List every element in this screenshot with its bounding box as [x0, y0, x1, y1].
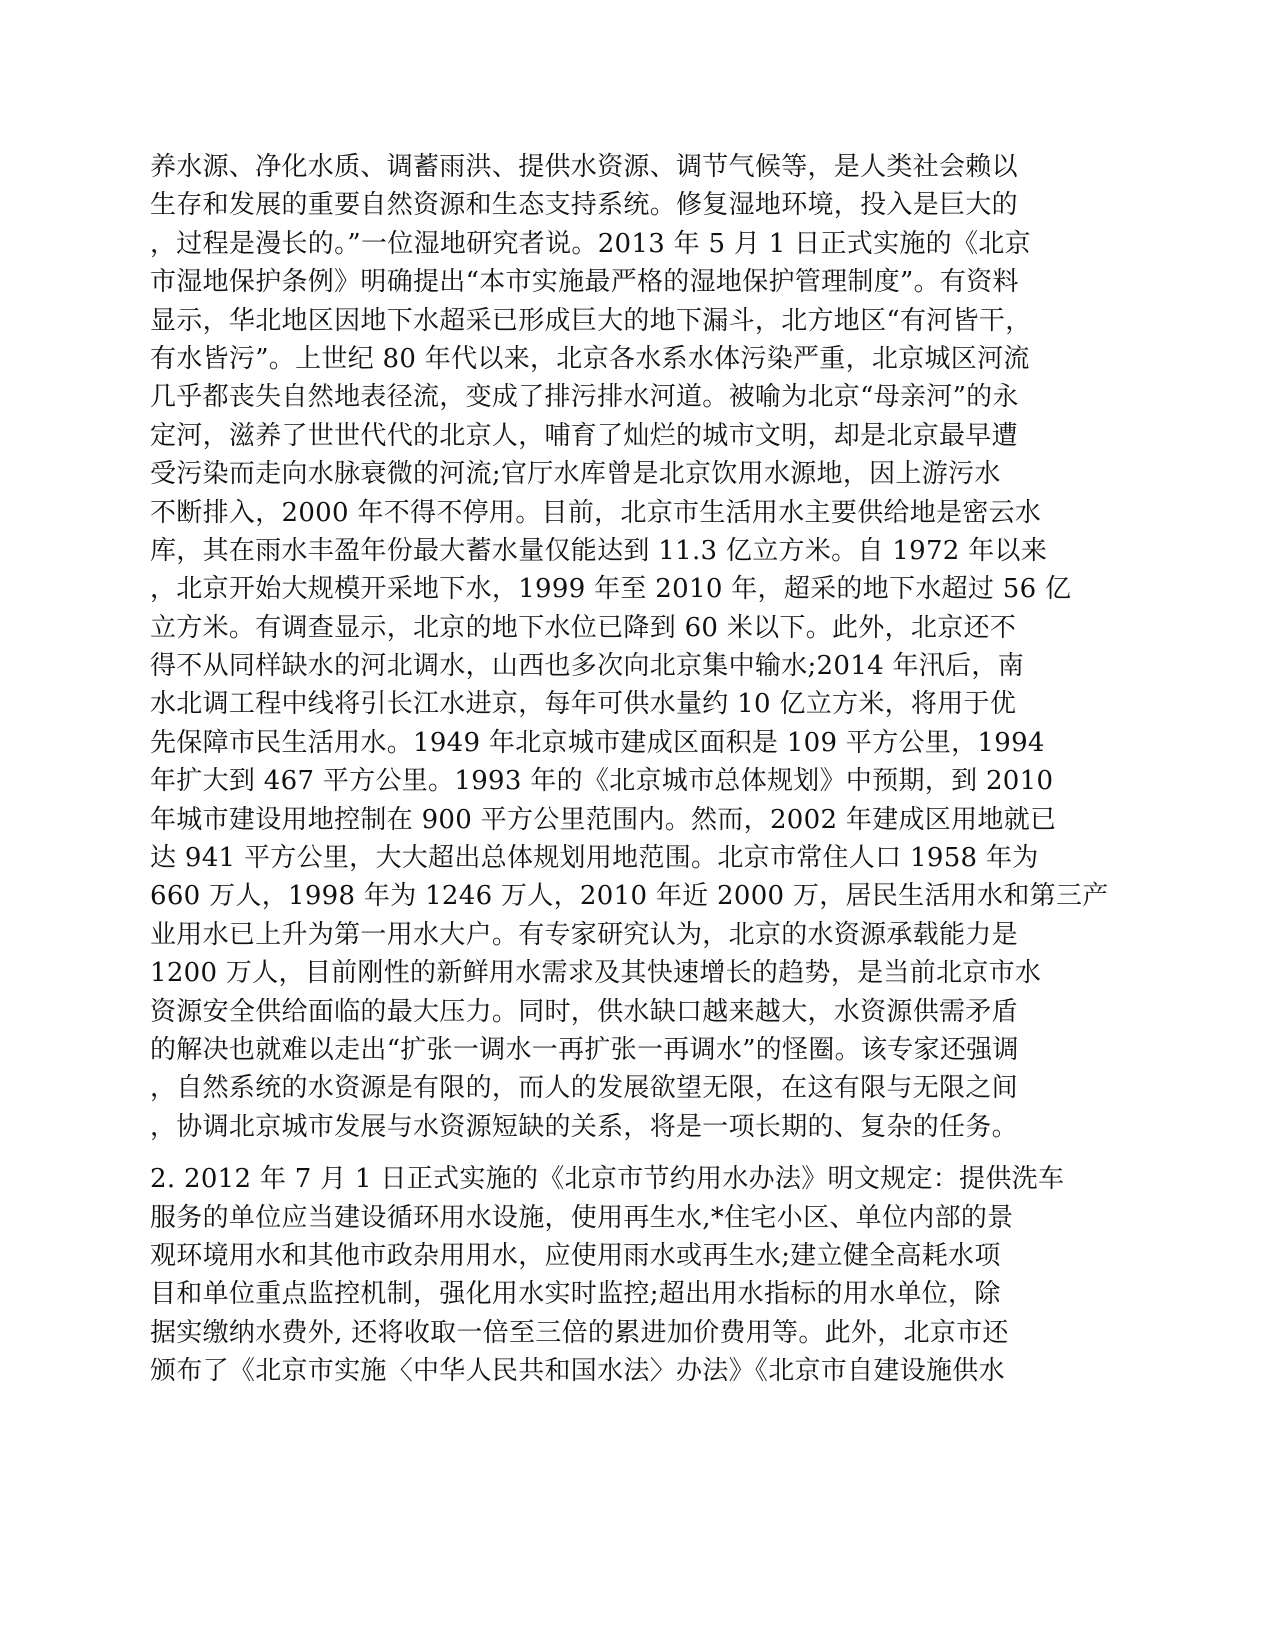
text-line: 水北调工程中线将引长江水进京，每年可供水量约 10 亿立方米，将用于优	[150, 689, 1017, 720]
text-line: 资源安全供给面临的最大压力。同时，供水缺口越来越大，水资源供需矛盾	[150, 996, 1018, 1027]
text-line: 立方米。有调查显示，北京的地下水位已降到 60 米以下。此外，北京还不	[150, 612, 1017, 643]
paragraph-1	[150, 148, 1125, 1146]
text-line: ，过程是漫长的。”一位湿地研究者说。2013 年 5 月 1 日正式实施的《北京	[150, 228, 1031, 259]
text-line: 显示，华北地区因地下水超采已形成巨大的地下漏斗，北方地区“有河皆干，	[150, 305, 1032, 336]
text-line: 得不从同样缺水的河北调水，山西也多次向北京集中输水;2014 年汛后，南	[150, 651, 1024, 682]
text-line: ，协调北京城市发展与水资源短缺的关系，将是一项长期的、复杂的任务。	[150, 1111, 1018, 1142]
paragraph-2	[150, 1160, 1125, 1390]
text-line: 养水源、净化水质、调蓄雨洪、提供水资源、调节气候等，是人类社会赖以	[150, 152, 1018, 182]
document-page	[150, 148, 1125, 1391]
text-line: 的解决也就难以走出“扩张一调水一再扩张一再调水”的怪圈。该专家还强调	[150, 1034, 1019, 1065]
text-line: 生存和发展的重要自然资源和生态支持系统。修复湿地环境，投入是巨大的	[150, 190, 1018, 221]
text-line: 660 万人，1998 年为 1246 万人，2010 年近 2000 万，居民生活用水和第三产	[150, 881, 1109, 912]
text-line: 市湿地保护条例》明确提出“本市实施最严格的湿地保护管理制度”。有资料	[150, 267, 1019, 298]
text-line: 观环境用水和其他市政杂用用水，应使用雨水或再生水;建立健全高耗水项	[150, 1240, 1001, 1271]
text-line: 有水皆污”。上世纪 80 年代以来，北京各水系水体污染严重，北京城区河流	[150, 343, 1030, 374]
text-line: 服务的单位应当建设循环用水设施，使用再生水,*住宅小区、单位内部的景	[150, 1202, 1014, 1233]
text-line: 年扩大到 467 平方公里。1993 年的《北京城市总体规划》中预期，到 2010	[150, 766, 1054, 797]
text-line: 颁布了《北京市实施〈中华人民共和国水法〉办法》《北京市自建设施供水	[150, 1356, 1005, 1387]
text-line: ，北京开始大规模开采地下水，1999 年至 2010 年，超采的地下水超过 56 亿	[150, 574, 1072, 605]
text-line: 2. 2012 年 7 月 1 日正式实施的《北京市节约用水办法》明文规定：提供洗车	[150, 1164, 1065, 1195]
text-line: 定河，滋养了世世代代的北京人，哺育了灿烂的城市文明，却是北京最早遭	[150, 420, 1018, 451]
text-line: 库，其在雨水丰盈年份最大蓄水量仅能达到 11.3 亿立方米。自 1972 年以来	[150, 535, 1048, 566]
text-line: 几乎都丧失自然地表径流，变成了排污排水河道。被喻为北京“母亲河”的永	[150, 382, 1019, 413]
text-line: 1200 万人，目前刚性的新鲜用水需求及其快速增长的趋势，是当前北京市水	[150, 958, 1042, 989]
text-line: 年城市建设用地控制在 900 平方公里范围内。然而，2002 年建成区用地就已	[150, 804, 1057, 835]
text-line: 目和单位重点监控机制，强化用水实时监控;超出用水指标的用水单位，除	[150, 1279, 1001, 1310]
text-line: 受污染而走向水脉衰微的河流;官厅水库曾是北京饮用水源地，因上游污水	[150, 459, 1001, 490]
text-line: 不断排入，2000 年不得不停用。目前，北京市生活用水主要供给地是密云水	[150, 497, 1042, 528]
paragraph-gap	[150, 1146, 1125, 1160]
text-line: ，自然系统的水资源是有限的，而人的发展欲望无限，在这有限与无限之间	[150, 1073, 1018, 1104]
text-line: 据实缴纳水费外, 还将收取一倍至三倍的累进加价费用等。此外，北京市还	[150, 1317, 1009, 1348]
text-line: 业用水已上升为第一用水大户。有专家研究认为，北京的水资源承载能力是	[150, 919, 1018, 950]
text-line: 达 941 平方公里，大大超出总体规划用地范围。北京市常住人口 1958 年为	[150, 843, 1039, 874]
text-line: 先保障市民生活用水。1949 年北京城市建成区面积是 109 平方公里，1994	[150, 727, 1045, 758]
